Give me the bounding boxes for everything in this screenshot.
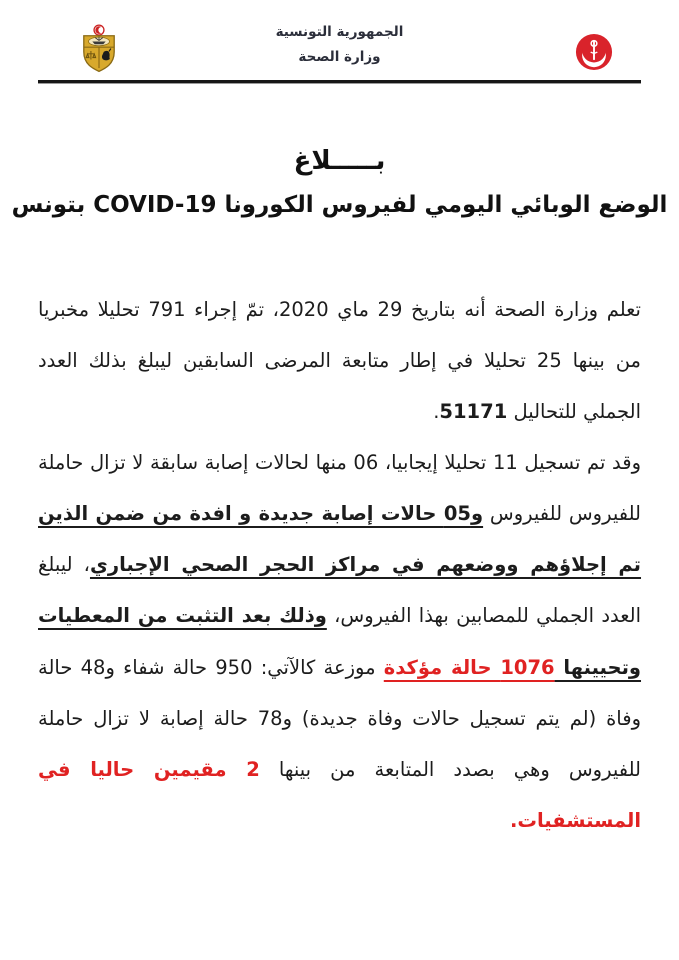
text-segment: و05 حالات إصابة جديدة و افدة من ضمن الذين تم إجلاؤهم ووضعهم في مراكز الحجر الصحي الإجباري xyxy=(38,502,642,577)
communique-subtitle: الوضع الوبائي اليومي لفيروس الكورونا COVID-19 بتونس xyxy=(11,192,668,218)
communique-title: بـــــلاغ xyxy=(293,146,386,176)
text-segment: 51171 xyxy=(439,400,508,424)
header-divider xyxy=(38,80,641,83)
paragraph xyxy=(38,284,641,437)
text-segment: . xyxy=(433,400,440,424)
ministry-name: وزارة الصحة xyxy=(298,48,381,65)
health-ministry-logo-icon xyxy=(575,33,613,71)
republic-name: الجمهورية التونسية xyxy=(275,24,404,40)
text-segment: وذلك بعد التثبت من المعطيات وتحيينها xyxy=(38,604,642,679)
title-block xyxy=(0,146,679,218)
text-segment: موزعة كالآتي: 950 حالة شفاء و48 حالة وفاة (لم يتم تسجيل حالات وفاة جديدة) و78 حالة إصابة لا تزال حاملة للفيروس وهي بصدد المتابعة من بينها xyxy=(38,655,641,781)
document-header xyxy=(0,0,679,82)
text-segment: وقد تم تسجيل 11 تحليلا إيجابيا، 06 منها لحالات إصابة سابقة لا تزال حاملة للفيروس للفيروس xyxy=(38,451,641,526)
text-segment: 2 مقيمين حاليا في المستشفيات. xyxy=(38,757,641,832)
paragraph xyxy=(38,437,641,846)
text-segment: ، ليبلغ العدد الجملي للمصابين بهذا الفيروس، xyxy=(38,553,642,628)
text-segment: تعلم وزارة الصحة أنه بتاريخ 29 ماي 2020، تمّ إجراء 791 تحليلا مخبريا من بينها 25 تحليلا في إطار متابعة المرضى السابقين ليبلغ بذلك العدد الجملي للتحاليل xyxy=(38,298,641,424)
body-text xyxy=(38,284,641,846)
text-segment: 1076 حالة مؤكدة xyxy=(383,655,555,679)
